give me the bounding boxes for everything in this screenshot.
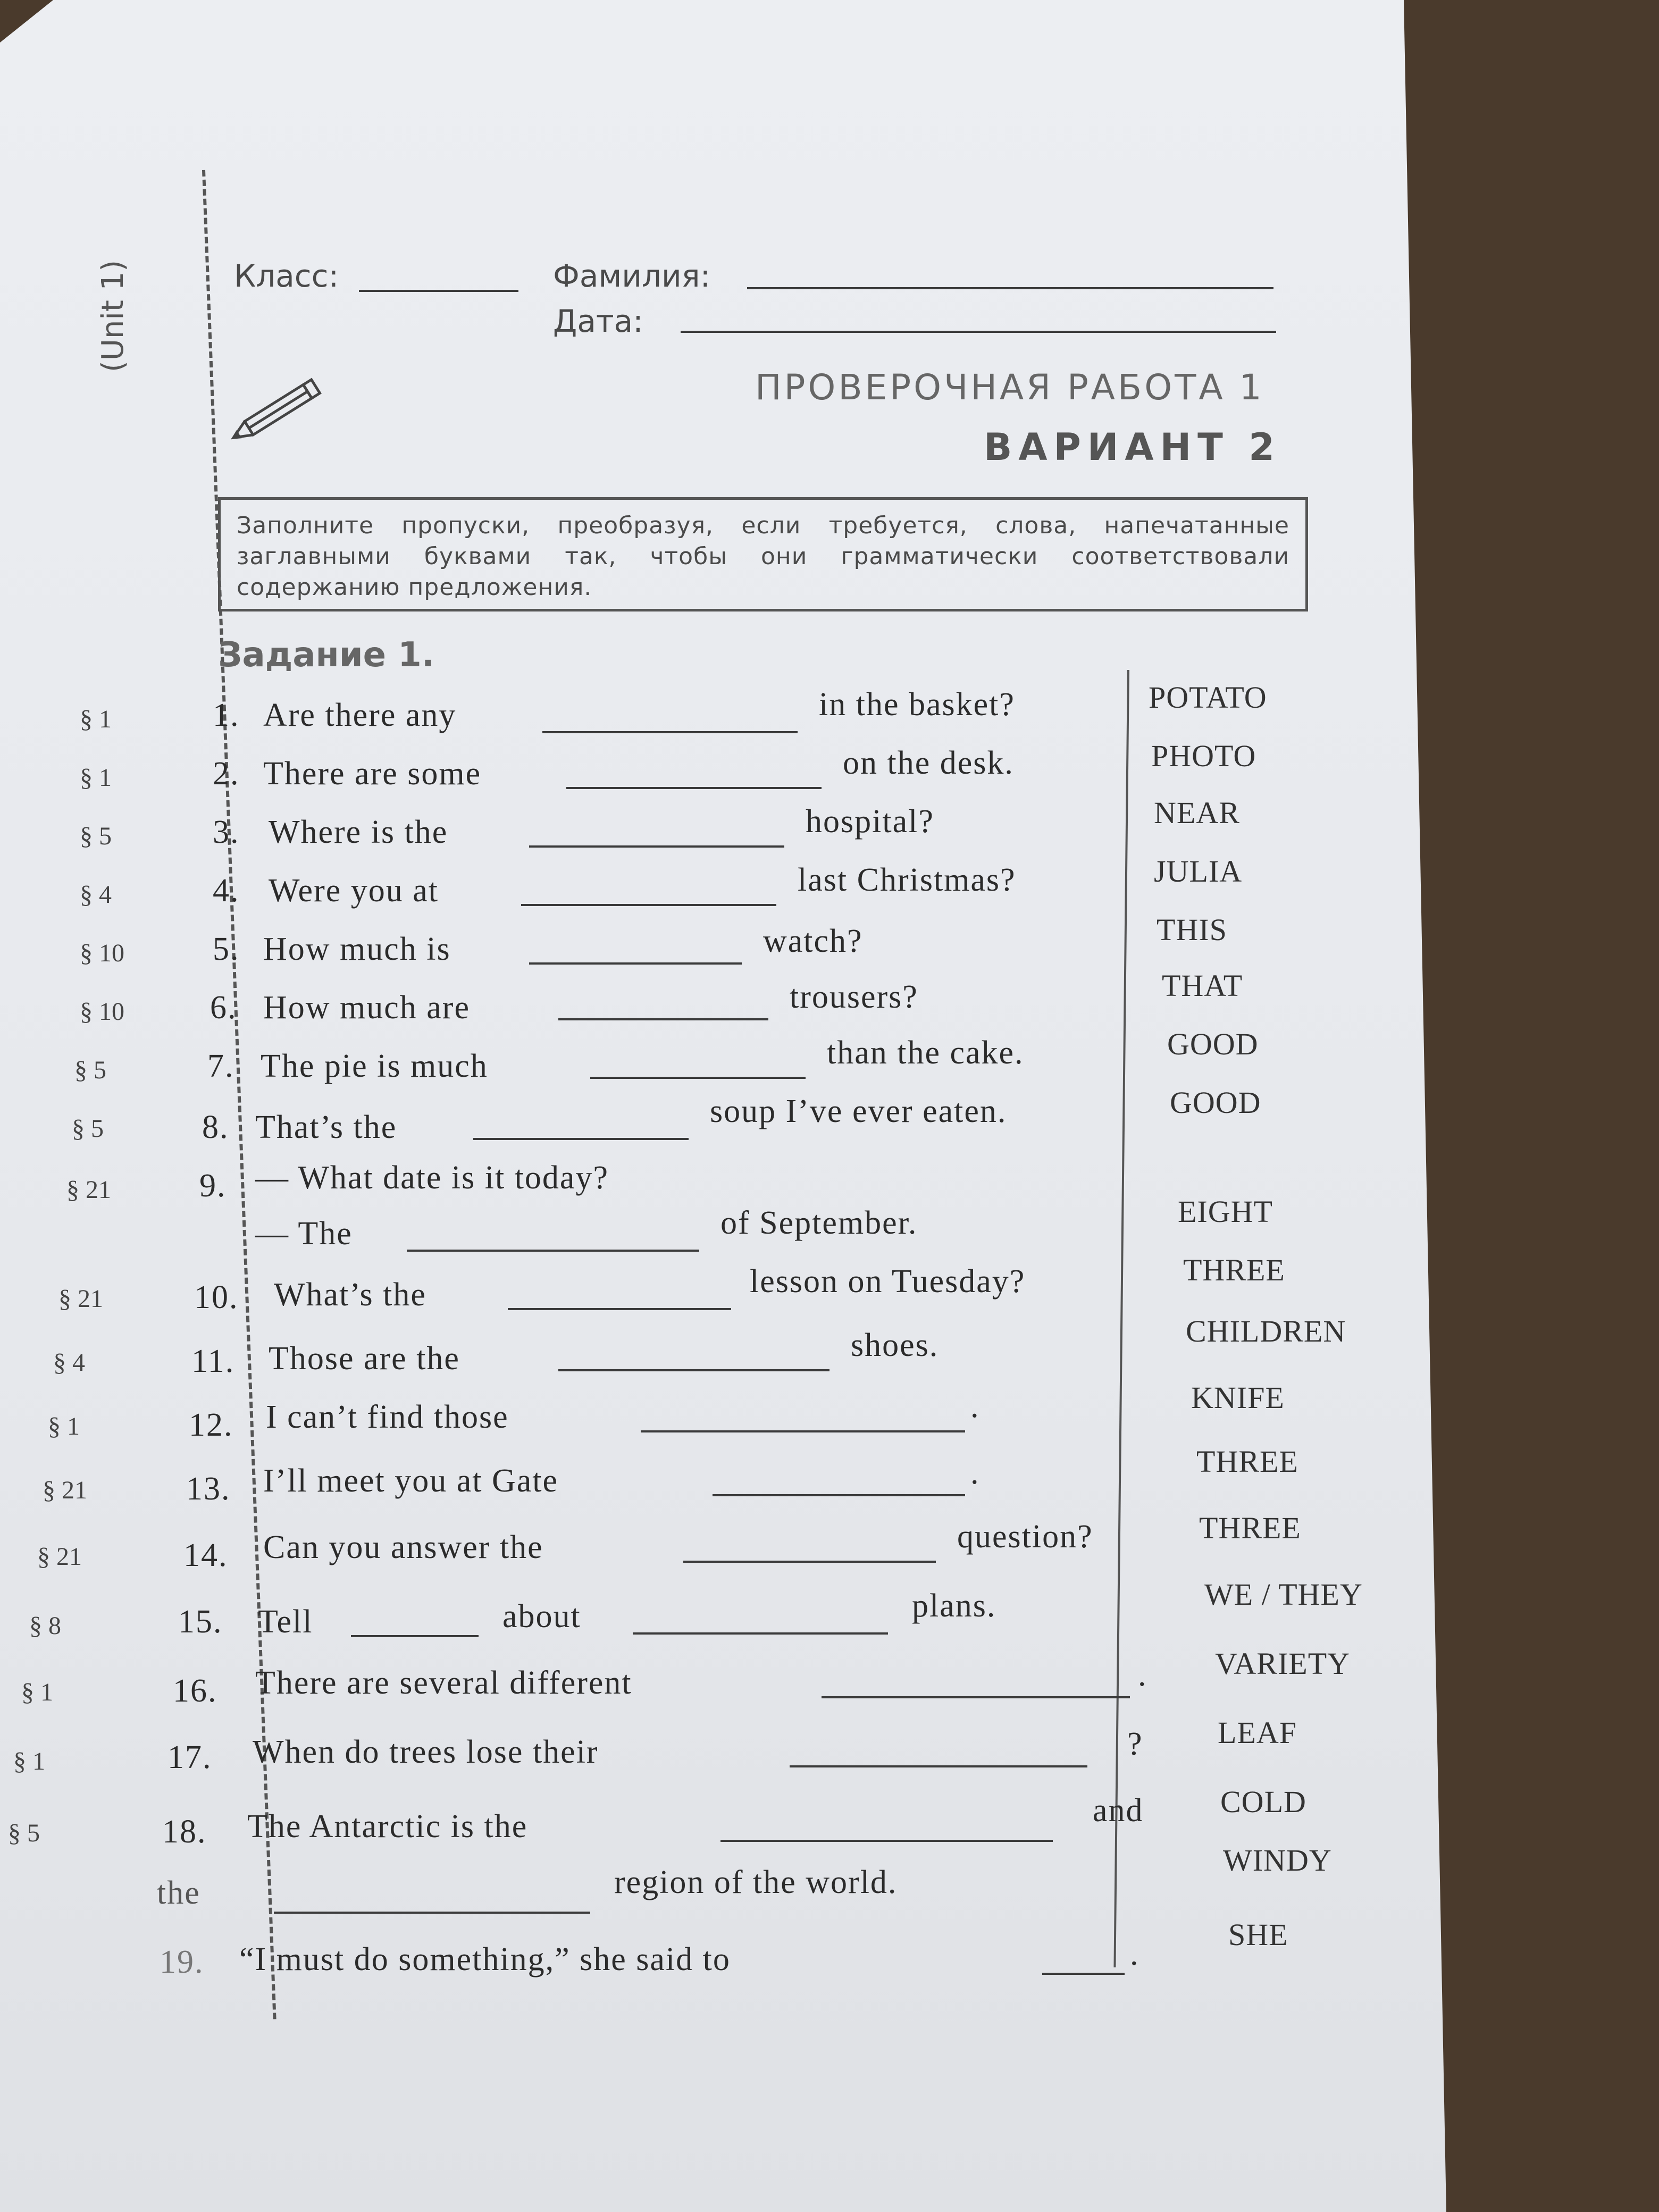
answer-blank[interactable]: [473, 1138, 689, 1140]
answer-blank[interactable]: [720, 1840, 1053, 1842]
item-number: 16.: [173, 1673, 217, 1709]
item-text: region of the world.: [614, 1864, 898, 1900]
paragraph-ref: § 5: [74, 1056, 106, 1084]
answer-blank[interactable]: [566, 787, 822, 789]
item-number: 11.: [191, 1343, 235, 1379]
item-number: 3.: [213, 814, 240, 850]
paragraph-ref: § 10: [80, 939, 124, 967]
item-number: 10.: [194, 1279, 239, 1316]
item-text: Where is the: [269, 814, 448, 850]
answer-blank[interactable]: [558, 1369, 830, 1371]
item-text: in the basket?: [819, 686, 1015, 723]
item-number: 9.: [199, 1168, 227, 1204]
item-number: 5.: [213, 931, 240, 967]
item-text: about: [502, 1598, 581, 1635]
item-number: 14.: [183, 1537, 228, 1573]
paragraph-ref: § 1: [80, 705, 112, 733]
item-text: Can you answer the: [263, 1529, 543, 1565]
item-number: 12.: [189, 1407, 233, 1443]
item-text: trousers?: [790, 979, 918, 1015]
paragraph-ref: § 21: [37, 1543, 82, 1571]
item-text: How much are: [263, 990, 470, 1026]
item-text: How much is: [263, 931, 451, 967]
surname-field[interactable]: [747, 287, 1273, 289]
answer-blank[interactable]: [590, 1077, 806, 1079]
item-text: Tell: [258, 1604, 313, 1640]
keyword: WINDY: [1223, 1843, 1332, 1878]
item-text: lesson on Tuesday?: [750, 1263, 1026, 1300]
paragraph-ref: § 1: [48, 1412, 80, 1440]
answer-blank[interactable]: [351, 1635, 479, 1637]
item-text: .: [1130, 1936, 1139, 1972]
item-text: Were you at: [269, 873, 439, 909]
item-text: .: [970, 1388, 980, 1425]
pencil-icon: [223, 372, 330, 452]
item-number: 13.: [186, 1471, 231, 1507]
item-text: — What date is it today?: [255, 1160, 609, 1196]
item-text-line2: the: [157, 1875, 200, 1911]
answer-blank[interactable]: [713, 1494, 965, 1496]
item-number: 15.: [178, 1604, 223, 1640]
paragraph-ref: § 21: [43, 1476, 87, 1504]
answer-blank[interactable]: [683, 1561, 936, 1563]
paragraph-ref: § 21: [66, 1176, 111, 1204]
keyword: EIGHT: [1178, 1194, 1273, 1229]
item-text: Are there any: [263, 697, 457, 733]
item-text: hospital?: [806, 803, 934, 840]
answer-blank[interactable]: [274, 1912, 590, 1914]
item-text: The Antarctic is the: [247, 1808, 528, 1845]
item-text: of September.: [720, 1205, 918, 1241]
keyword: THREE: [1196, 1444, 1298, 1479]
item-text: shoes.: [851, 1327, 939, 1363]
item-text-line2: — The: [255, 1216, 353, 1252]
item-text: question?: [957, 1519, 1093, 1555]
keyword: LEAF: [1218, 1715, 1297, 1750]
item-number: 2.: [213, 756, 240, 792]
keyword: THIS: [1157, 912, 1227, 947]
date-field[interactable]: [681, 331, 1276, 333]
paragraph-ref: § 4: [53, 1348, 85, 1377]
keyword: COLD: [1220, 1784, 1306, 1819]
task-title: Задание 1.: [218, 635, 435, 675]
keyword: KNIFE: [1191, 1380, 1285, 1415]
item-text: Those are the: [269, 1340, 460, 1377]
item-text: and: [1093, 1792, 1144, 1829]
item-text: I can’t find those: [266, 1399, 509, 1435]
item-number: 4.: [213, 873, 240, 909]
item-text: That’s the: [255, 1109, 397, 1145]
keyword: GOOD: [1170, 1085, 1261, 1120]
answer-blank[interactable]: [790, 1765, 1087, 1767]
item-text: plans.: [912, 1588, 996, 1624]
item-text: “I must do something,” she said to: [239, 1941, 731, 1978]
class-field[interactable]: [359, 290, 518, 292]
test-title: ПРОВЕРОЧНАЯ РАБОТА 1: [755, 367, 1264, 408]
item-number: 1.: [213, 697, 240, 733]
item-text: There are some: [263, 756, 482, 792]
paragraph-ref: § 5: [8, 1819, 40, 1847]
paragraph-ref: § 21: [58, 1285, 103, 1313]
keyword: NEAR: [1154, 795, 1240, 830]
item-text: on the desk.: [843, 745, 1014, 781]
keyword: SHE: [1228, 1917, 1288, 1952]
answer-blank[interactable]: [1042, 1973, 1125, 1975]
date-label: Дата:: [553, 303, 643, 339]
answer-blank[interactable]: [521, 904, 776, 906]
paragraph-ref: § 5: [80, 822, 112, 850]
paragraph-ref: § 1: [80, 764, 112, 792]
item-number: 7.: [207, 1048, 234, 1084]
answer-blank[interactable]: [529, 962, 742, 965]
item-text: watch?: [763, 923, 863, 959]
item-text: than the cake.: [827, 1035, 1024, 1071]
keyword: THAT: [1162, 968, 1243, 1003]
item-text: I’ll meet you at Gate: [263, 1463, 559, 1499]
item-text: What’s the: [274, 1277, 426, 1313]
surname-label: Фамилия:: [553, 258, 711, 294]
answer-blank[interactable]: [633, 1632, 888, 1635]
keyword: VARIETY: [1215, 1646, 1351, 1681]
item-number: 17.: [167, 1739, 212, 1775]
answer-blank[interactable]: [558, 1018, 768, 1020]
answer-blank[interactable]: [529, 845, 784, 848]
class-label: Класс:: [234, 258, 339, 294]
keyword: THREE: [1199, 1511, 1301, 1545]
unit-label: (Unit 1): [96, 259, 130, 372]
keyword: CHILDREN: [1186, 1314, 1346, 1348]
paragraph-ref: § 1: [13, 1747, 45, 1775]
item-number: 6.: [210, 990, 237, 1026]
item-text: soup I’ve ever eaten.: [710, 1093, 1007, 1129]
answer-blank[interactable]: [542, 731, 798, 733]
keyword: POTATO: [1149, 680, 1267, 715]
item-text: ?: [1127, 1726, 1143, 1762]
item-number: 18.: [162, 1814, 207, 1850]
answer-blank[interactable]: [508, 1308, 731, 1310]
item-number: 19.: [160, 1944, 204, 1980]
item-text: .: [1138, 1657, 1147, 1693]
paragraph-ref: § 8: [29, 1612, 61, 1640]
keyword: THREE: [1183, 1253, 1285, 1287]
answer-blank[interactable]: [407, 1250, 699, 1252]
item-text: last Christmas?: [798, 862, 1016, 898]
item-text: .: [970, 1455, 980, 1491]
answer-blank[interactable]: [822, 1696, 1130, 1698]
instruction-box: Заполните пропуски, преобразуя, если требуется, слова, напечатанные заглавными буквами так, чтобы они грамматически соответствовали содержанию предложения.: [218, 497, 1308, 611]
item-number: 8.: [202, 1109, 229, 1145]
keyword: JULIA: [1154, 854, 1243, 889]
paragraph-ref: § 5: [72, 1115, 104, 1143]
keyword: WE / THEY: [1204, 1577, 1363, 1612]
variant-title: ВАРИАНТ 2: [984, 425, 1281, 469]
paragraph-ref: § 4: [80, 881, 112, 909]
item-text: There are several different: [255, 1665, 632, 1701]
item-text: The pie is much: [261, 1048, 488, 1084]
answer-blank[interactable]: [641, 1430, 965, 1432]
item-text: When do trees lose their: [253, 1734, 599, 1770]
paragraph-ref: § 10: [80, 998, 124, 1026]
paragraph-ref: § 1: [21, 1678, 53, 1706]
keyword: PHOTO: [1151, 739, 1256, 773]
keyword: GOOD: [1167, 1027, 1259, 1061]
